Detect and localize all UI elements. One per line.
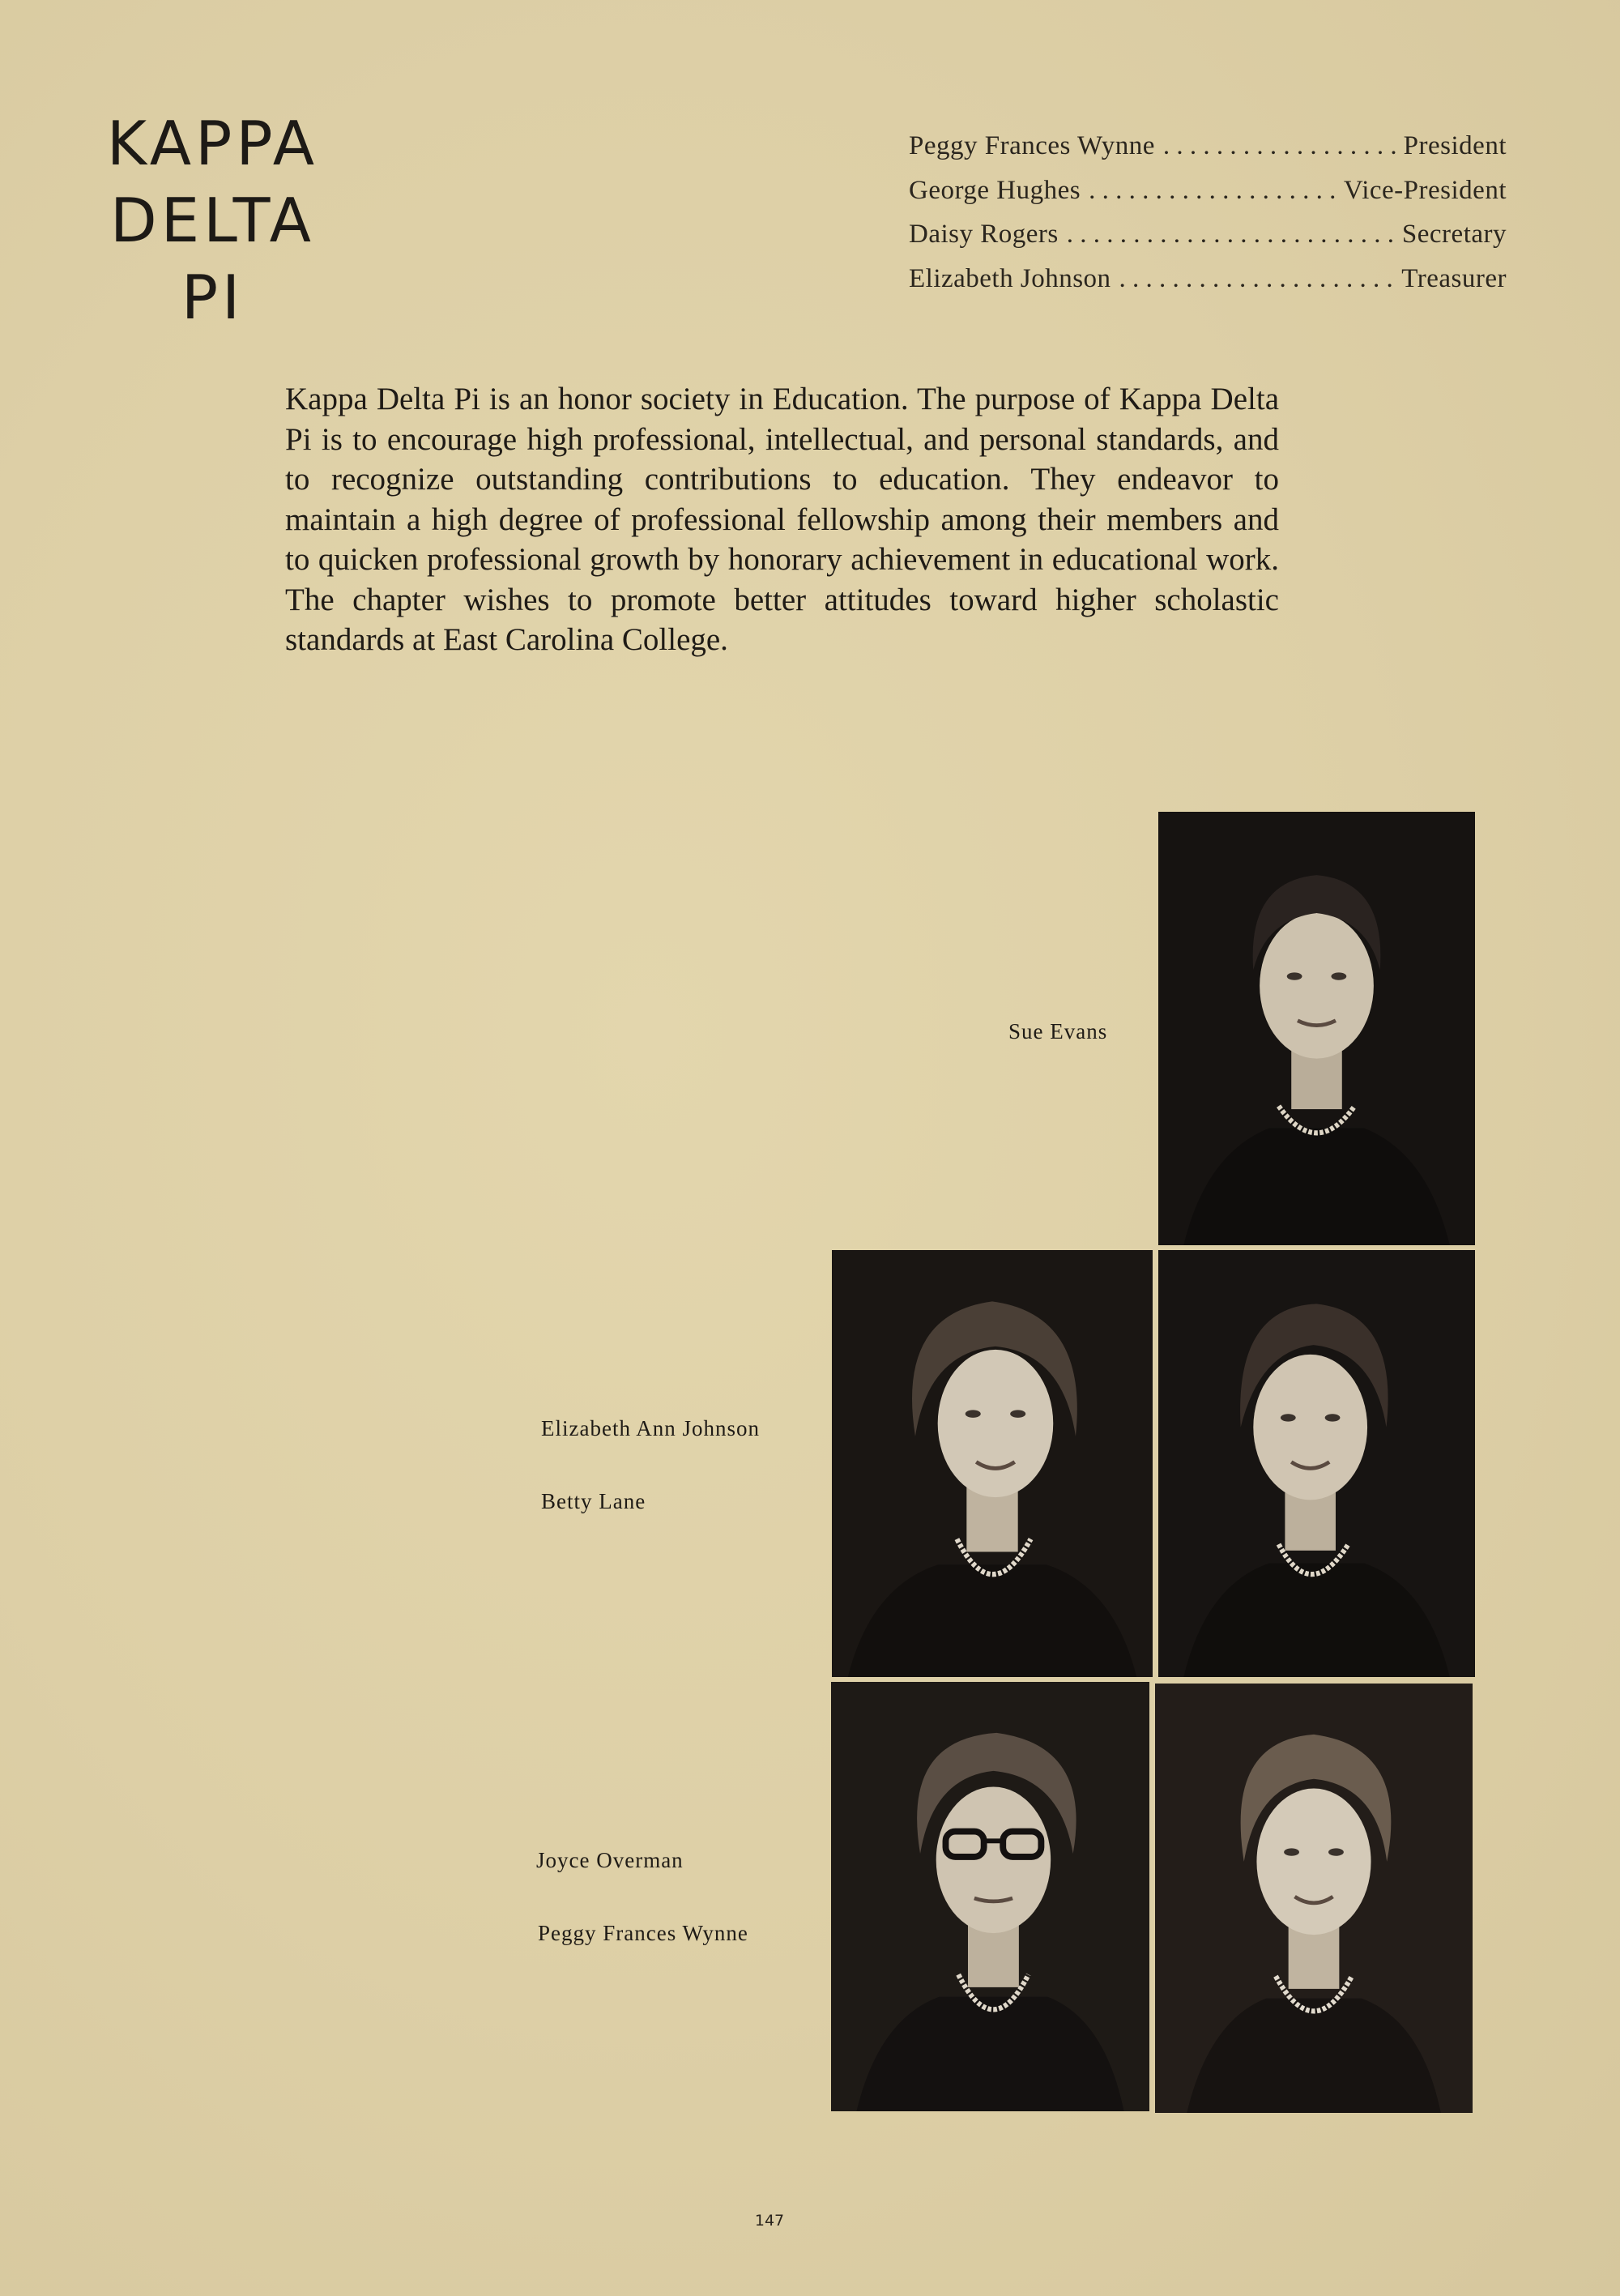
officer-office: President	[1403, 131, 1507, 160]
portrait-peggy-frances-wynne	[1155, 1684, 1473, 2113]
officer-office: Vice-President	[1343, 175, 1507, 205]
title-line-delta: DELTA	[110, 185, 315, 256]
officer-row	[909, 131, 1507, 176]
portrait-elizabeth-ann-johnson	[832, 1250, 1153, 1677]
caption-elizabeth-ann-johnson: Elizabeth Ann Johnson	[541, 1416, 760, 1440]
caption-sue-evans: Sue Evans	[1008, 1019, 1108, 1043]
officer-office: Treasurer	[1401, 263, 1507, 293]
society-description: Kappa Delta Pi is an honor society in Education. The purpose of Kappa Delta Pi is to encourage high professional, intellectual, and personal standards, and to recognize outstanding contributions to education. They endeavor to maintain a high degree of professional fellowship among their members and to quicken professional growth by honorary achievement in educational work. The chapter wishes to promote better attitudes toward higher scholastic standards at East Carolina College.	[285, 382, 1279, 657]
officer-row	[909, 220, 1507, 264]
officer-name: George Hughes	[909, 175, 1081, 205]
caption-betty-lane: Betty Lane	[541, 1489, 646, 1513]
leader-dots	[1119, 264, 1394, 294]
caption-joyce-overman: Joyce Overman	[536, 1848, 684, 1872]
officer-row	[909, 264, 1507, 309]
title-line-kappa: KAPPA	[106, 108, 319, 179]
leader-dots	[1067, 220, 1394, 250]
officer-list	[909, 131, 1507, 308]
caption-peggy-frances-wynne: Peggy Frances Wynne	[538, 1921, 748, 1945]
officer-name: Peggy Frances Wynne	[909, 131, 1155, 160]
portrait-sue-evans	[1158, 812, 1475, 1245]
leader-dots	[1089, 176, 1336, 206]
portrait-joyce-overman	[831, 1682, 1149, 2111]
officer-name: Elizabeth Johnson	[909, 263, 1111, 293]
title-line-pi: PI	[181, 262, 245, 333]
page-number: 147	[754, 2212, 785, 2230]
page-title	[73, 105, 352, 336]
officer-office: Secretary	[1401, 220, 1507, 249]
officer-name: Daisy Rogers	[909, 220, 1059, 249]
officer-row	[909, 176, 1507, 220]
leader-dots	[1163, 131, 1396, 161]
portrait-betty-lane	[1158, 1250, 1475, 1677]
